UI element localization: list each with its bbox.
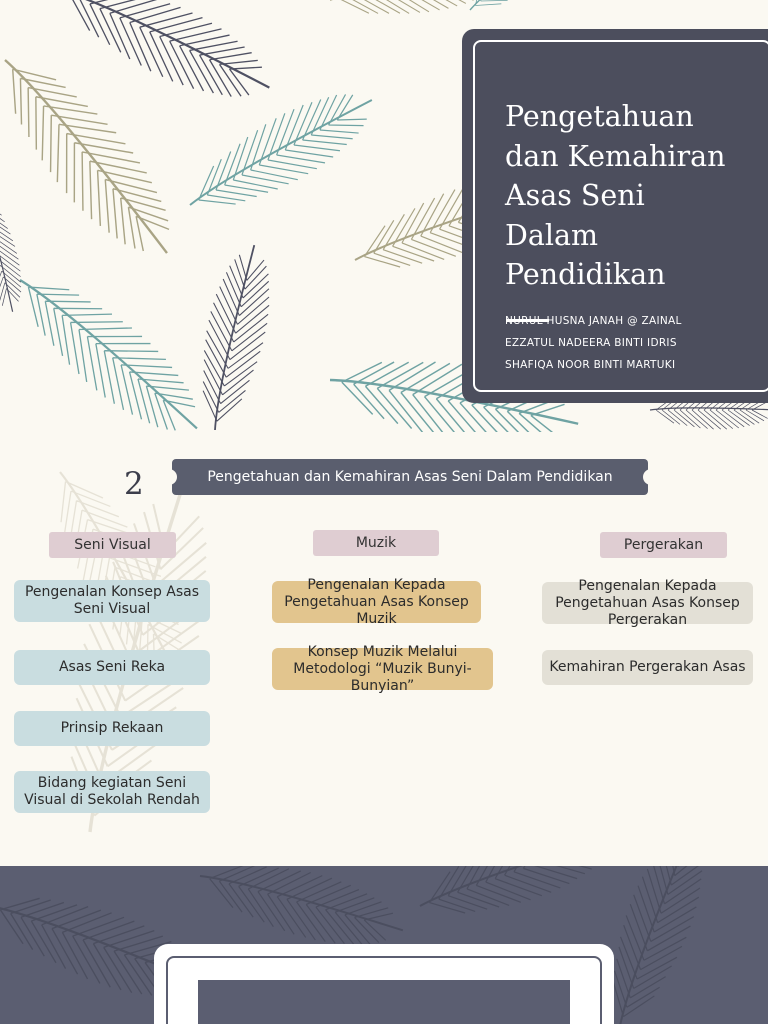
slide-next (0, 866, 768, 1024)
seni-visual-item-3: Prinsip Rekaan (14, 711, 210, 746)
category-muzik: Muzik (313, 530, 439, 556)
category-pergerakan: Pergerakan (600, 532, 727, 558)
author-1: NURUL HUSNA JANAH @ ZAINAL (505, 315, 682, 327)
seni-visual-item-2: Asas Seni Reka (14, 650, 210, 685)
seni-visual-item-1: Pengenalan Konsep Asas Seni Visual (14, 580, 210, 622)
slide3-title-panel (198, 980, 570, 1024)
title-card (462, 29, 768, 403)
slide-header-text: Pengetahuan dan Kemahiran Asas Seni Dalam Pendidikan (207, 469, 613, 485)
author-2: EZZATUL NADEERA BINTI IDRIS (505, 337, 677, 349)
muzik-item-2: Konsep Muzik Melalui Metodologi “Muzik Bunyi-Bunyian” (272, 648, 493, 690)
muzik-item-1: Pengenalan Kepada Pengetahuan Asas Konsep Muzik (272, 581, 481, 623)
slide-number: 2 (124, 466, 144, 502)
author-3: SHAFIQA NOOR BINTI MARTUKI (505, 359, 676, 371)
slide-overview (0, 432, 768, 866)
slide3-card (154, 944, 614, 1024)
seni-visual-item-4: Bidang kegiatan Seni Visual di Sekolah Rendah (14, 771, 210, 813)
presentation-title: Pengetahuan dan Kemahiran Asas Seni Dalam Pendidikan (505, 100, 726, 291)
slide-header (172, 459, 648, 495)
slide-title (0, 0, 768, 432)
pergerakan-item-1: Pengenalan Kepada Pengetahuan Asas Konsep Pergerakan (542, 582, 753, 624)
category-seni-visual: Seni Visual (49, 532, 176, 558)
pergerakan-item-2: Kemahiran Pergerakan Asas (542, 650, 753, 685)
